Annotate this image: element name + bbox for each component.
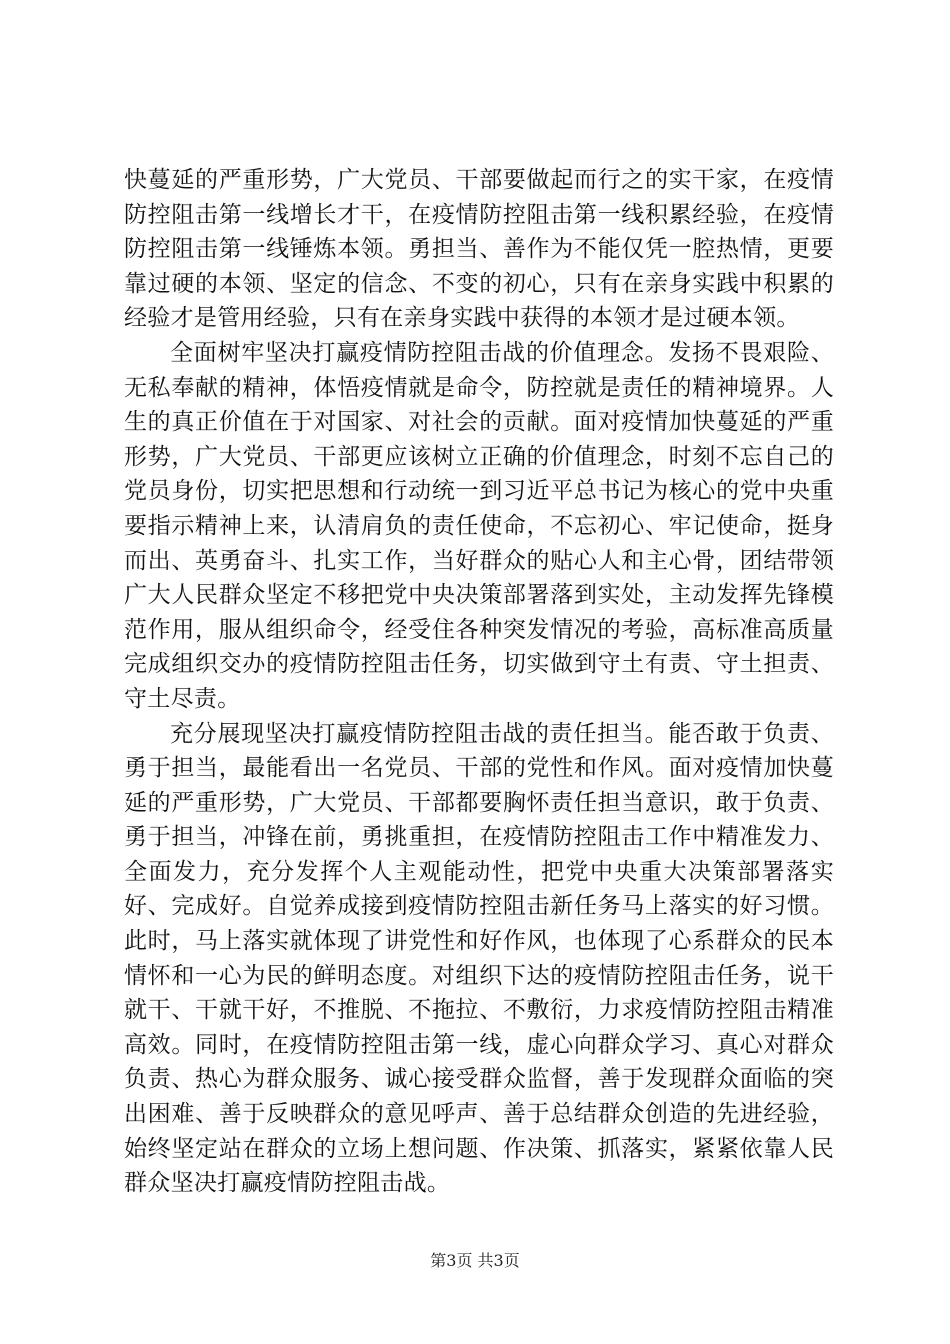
- paragraph-value-concept: 全面树牢坚决打赢疫情防控阻击战的价值理念。发扬不畏艰险、无私奉献的精神，体悟疫情就是命令，防控就是责任的精神境界。人生的真正价值在于对国家、对社会的贡献。面对疫情加快蔓延的严重形势，广大党员、干部更应该树立正确的价值理念，时刻不忘自己的党员身份，切实把思想和行动统一到习近平总书记为核心的党中央重要指示精神上来，认清肩负的责任使命，不忘初心、牢记使命，挺身而出、英勇奋斗、扎实工作，当好群众的贴心人和主心骨，团结带领广大人民群众坚定不移把党中央决策部署落到实处，主动发挥先锋模范作用，服从组织命令，经受住各种突发情况的考验，高标准高质量完成组织交办的疫情防控阻击任务，切实做到守土有责、守土担责、守土尽责。: [124, 339, 834, 712]
- page-number-footer: 第3页 共3页: [430, 1251, 520, 1270]
- document-body: [124, 163, 834, 1201]
- paragraph-responsibility: 充分展现坚决打赢疫情防控阻击战的责任担当。能否敢于负责、勇于担当，最能看出一名党员、干部的党性和作风。面对疫情加快蔓延的严重形势，广大党员、干部都要胸怀责任担当意识，敢于负责、勇于担当，冲锋在前，勇挑重担，在疫情防控阻击工作中精准发力、全面发力，充分发挥个人主观能动性，把党中央重大决策部署落实好、完成好。自觉养成接到疫情防控阻击新任务马上落实的好习惯。此时，马上落实就体现了讲党性和好作风，也体现了心系群众的民本情怀和一心为民的鲜明态度。对组织下达的疫情防控阻击任务，说干就干、干就干好，不推脱、不拖拉、不敷衍，力求疫情防控阻击精准高效。同时，在疫情防控阻击第一线，虚心向群众学习、真心对群众负责、热心为群众服务、诚心接受群众监督，善于发现群众面临的突出困难、善于反映群众的意见呼声、善于总结群众创造的先进经验，始终坚定站在群众的立场上想问题、作决策、抓落实，紧紧依靠人民群众坚决打赢疫情防控阻击战。: [124, 720, 834, 1197]
- paragraph-continued: 快蔓延的严重形势，广大党员、干部要做起而行之的实干家，在疫情防控阻击第一线增长才干，在疫情防控阻击第一线积累经验，在疫情防控阻击第一线锤炼本领。勇担当、善作为不能仅凭一腔热情，更要靠过硬的本领、坚定的信念、不变的初心，只有在亲身实践中积累的经验才是管用经验，只有在亲身实践中获得的本领才是过硬本领。: [124, 167, 834, 332]
